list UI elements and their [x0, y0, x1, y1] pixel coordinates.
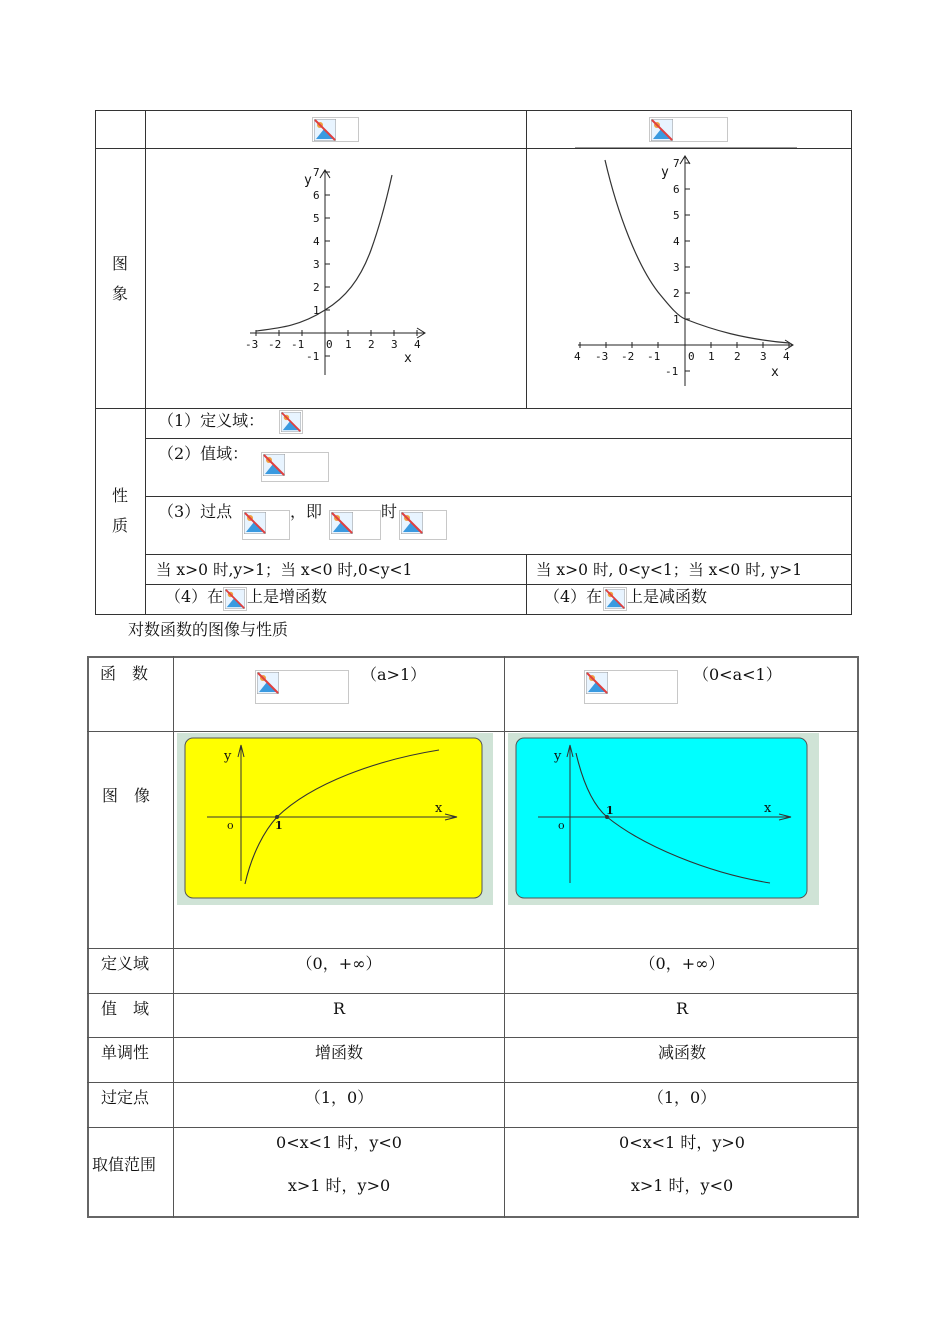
exp-increasing-graph	[240, 150, 430, 385]
left-condition-text: 当 x>0 时,y>1；当 x<0 时,0<y<1	[156, 561, 413, 579]
exp-decreasing-graph	[573, 146, 803, 386]
left-monotonic-post: 上是增函数	[247, 587, 328, 606]
x-tick: -3	[245, 338, 259, 351]
value-range-col1-line2: x>1 时，y>0	[287, 1176, 391, 1195]
y-tick: 3	[313, 258, 320, 271]
domain-label: （1）定义域：	[158, 411, 265, 430]
y-tick: 5	[673, 209, 680, 222]
domain-col1: （0，+∞）	[296, 954, 382, 973]
fixed-point-col1: （1，0）	[304, 1088, 374, 1107]
y-axis-label: y	[661, 165, 669, 180]
row-label-graph-2: 象	[112, 284, 129, 303]
broken-image-icon	[649, 117, 728, 142]
y-tick: 6	[313, 189, 320, 202]
broken-image-icon	[223, 587, 247, 611]
point-label: 1	[606, 804, 614, 817]
log-properties-table	[87, 656, 859, 1218]
y-tick: 2	[313, 281, 320, 294]
broken-image-icon	[584, 670, 678, 704]
right-condition-text: 当 x>0 时, 0<y<1；当 x<0 时, y>1	[536, 561, 803, 579]
broken-image-icon	[242, 510, 290, 540]
monotonicity-col1: 增函数	[314, 1043, 363, 1062]
y-tick: 3	[673, 261, 680, 274]
broken-image-icon	[603, 587, 627, 611]
x-tick: 2	[368, 338, 375, 351]
row-label-properties-2: 质	[112, 516, 129, 535]
y-tick: 4	[313, 235, 320, 248]
row-label-domain: 定义域	[101, 954, 150, 973]
right-monotonic-post: 上是减函数	[627, 587, 708, 606]
y-tick: -1	[306, 350, 320, 363]
section-title: 对数函数的图像与性质	[128, 620, 289, 639]
x-axis-label: x	[771, 365, 779, 380]
x-tick: 3	[391, 338, 398, 351]
x-tick: 4	[574, 350, 581, 363]
left-monotonic-pre: （4）在	[165, 587, 224, 606]
x-axis-label: x	[764, 801, 772, 816]
row-label-properties: 性	[112, 486, 129, 505]
x-tick: 1	[345, 338, 352, 351]
col2-condition: （0<a<1）	[693, 665, 782, 684]
y-axis-label: y	[554, 749, 562, 764]
range-col1: R	[332, 999, 346, 1018]
value-range-col1-line1: 0<x<1 时，y<0	[276, 1133, 402, 1152]
point-label: （3）过点	[158, 502, 233, 521]
x-tick: -1	[647, 350, 661, 363]
log-decreasing-graph	[508, 733, 819, 905]
broken-image-icon	[312, 117, 359, 142]
broken-image-icon	[329, 510, 381, 540]
origin-label: o	[558, 819, 565, 832]
x-axis-label: x	[435, 801, 443, 816]
y-tick: 7	[673, 157, 680, 170]
value-range-col2-line1: 0<x<1 时，y>0	[619, 1133, 745, 1152]
exp-properties-table	[95, 110, 852, 615]
log-increasing-graph	[177, 733, 493, 905]
row-label-monotonicity: 单调性	[101, 1043, 150, 1062]
y-axis-label: y	[304, 173, 312, 188]
broken-image-icon	[261, 452, 329, 482]
origin-label: 0	[688, 350, 695, 363]
range-label: （2）值域：	[158, 444, 249, 463]
graph-row-label: 图 像	[102, 786, 151, 805]
x-tick: -2	[621, 350, 635, 363]
y-tick: -1	[665, 365, 679, 378]
x-tick: 3	[760, 350, 767, 363]
origin-label: o	[227, 819, 234, 832]
right-monotonic-pre: （4）在	[544, 587, 603, 606]
broken-image-icon	[255, 670, 349, 704]
x-tick: 4	[414, 338, 421, 351]
point-end-text: 时	[381, 502, 398, 521]
header-label: 函 数	[100, 664, 149, 683]
range-col2: R	[675, 999, 689, 1018]
point-label: 1	[275, 819, 283, 832]
y-tick: 5	[313, 212, 320, 225]
x-tick: -3	[595, 350, 609, 363]
row-label-graph: 图	[112, 254, 129, 273]
monotonicity-col2: 减函数	[657, 1043, 706, 1062]
domain-col2: （0，+∞）	[639, 954, 725, 973]
y-tick: 1	[313, 304, 320, 317]
broken-image-icon	[279, 410, 303, 434]
origin-label: 0	[326, 338, 333, 351]
broken-image-icon	[399, 510, 447, 540]
row-label-fixed-point: 过定点	[101, 1088, 150, 1107]
row-label-range: 值 域	[101, 999, 150, 1018]
y-tick: 7	[313, 166, 320, 179]
x-axis-label: x	[404, 351, 412, 366]
x-tick: 1	[708, 350, 715, 363]
y-tick: 4	[673, 235, 680, 248]
x-tick: -1	[291, 338, 305, 351]
fixed-point-col2: （1，0）	[647, 1088, 717, 1107]
x-tick: 2	[734, 350, 741, 363]
x-tick: 4	[783, 350, 790, 363]
y-tick: 2	[673, 287, 680, 300]
y-axis-label: y	[224, 749, 232, 764]
row-label-value-range: 取值范围	[92, 1155, 157, 1174]
y-tick: 1	[673, 313, 680, 326]
col1-condition: （a>1）	[361, 665, 427, 684]
point-mid-text: ，即	[290, 502, 323, 521]
y-tick: 6	[673, 183, 680, 196]
x-tick: -2	[268, 338, 282, 351]
value-range-col2-line2: x>1 时，y<0	[630, 1176, 734, 1195]
